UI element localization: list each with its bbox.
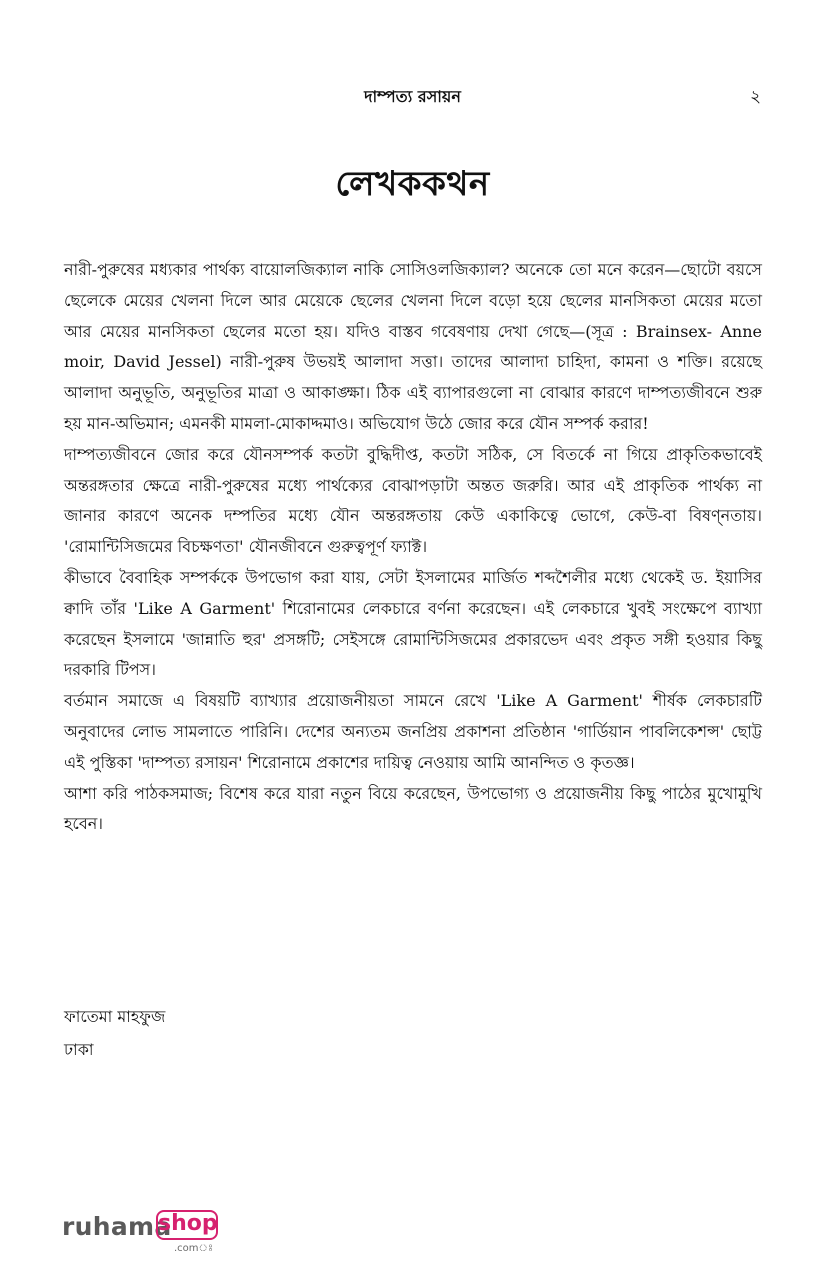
chapter-title: লেখককথন [335,164,490,204]
ruhamashop-watermark-logo [60,1210,230,1260]
paragraph: বর্তমান সমাজে এ বিষয়টি ব্যাখ্যার প্রয়োজনীয়তা সামনে রেখে 'Like A Garment' শীর্ষক লেকচারটি অনুবাদের লোভ সামলাতে পারিনি। দেশের অন্যতম জনপ্রিয় প্রকাশনা প্রতিষ্ঠান 'গার্ডিয়ান পাবলিকেশন্স' ছোট্ট এই পুস্তিকা 'দাম্পত্য রসায়ন' শিরোনামে প্রকাশের দায়িত্ব নেওয়ায় আমি আনন্দিত ও কৃতজ্ঞ। [64,691,762,772]
watermark-shop-badge [156,1210,218,1240]
watermark-brand-text: ruhama [62,1212,172,1241]
running-header [0,84,825,108]
paragraph: আশা করি পাঠকসমাজ; বিশেষ করে যারা নতুন বিয়ে করেছেন, উপভোগ্য ও প্রয়োজনীয় কিছু পাঠের মুখোমুখি হবেন। [64,783,762,834]
paragraph: দাম্পত্যজীবনে জোর করে যৌনসম্পর্ক কতটা বুদ্ধিদীপ্ত, কতটা সঠিক, সে বিতর্কে না গিয়ে প্রাকৃতিকভাবেই অন্তরঙ্গতার ক্ষেত্রে নারী-পুরুষের মধ্যে পার্থক্যের বোঝাপড়াটা অন্তত জরুরি। আর এই প্রাকৃতিক পার্থক্য না জানার কারণে অনেক দম্পতির মধ্যে যৌন অন্তরঙ্গতায় কেউ একাকিত্বে ভোগে, কেউ-বা বিষণ্নতায়। 'রোমান্টিসিজমের বিচক্ষণতা' যৌনজীবনে গুরুত্বপূর্ণ ফ্যাক্ট। [64,444,762,557]
signature-block [64,1000,165,1066]
watermark-shop-text: shop [158,1211,218,1236]
author-place: ঢাকা [64,1040,94,1059]
page-number: ২ [749,87,761,107]
body-text [64,255,762,840]
author-name: ফাতেমা মাহফুজ [64,1007,166,1026]
paragraph: কীভাবে বৈবাহিক সম্পর্ককে উপভোগ করা যায়, সেটা ইসলামের মার্জিত শব্দশৈলীর মধ্যে থেকেই ড. ইয়াসির ক্বাদি তাঁর 'Like A Garment' শিরোনামের লেকচারে বর্ণনা করেছেন। এই লেকচারে খুবই সংক্ষেপে ব্যাখ্যা করেছেন ইসলামে 'জান্নাতি হুর' প্রসঙ্গটি; সেইসঙ্গে রোমান্টিসিজমের প্রকারভেদ এবং প্রকৃত সঙ্গী হওয়ার কিছু দরকারি টিপস। [64,567,762,680]
paragraph: নারী-পুরুষের মধ্যকার পার্থক্য বায়োলজিক্যাল নাকি সোসিওলজিক্যাল? অনেকে তো মনে করেন—ছোটো বয়সে ছেলেকে মেয়ের খেলনা দিলে আর মেয়েকে ছেলের খেলনা দিলে বড়ো হয়ে ছেলের মানসিকতা মেয়ের মতো আর মেয়ের মানসিকতা ছেলের মতো হয়। যদিও বাস্তব গবেষণায় দেখা গেছে—(সূত্র : Brainsex- Anne moir, David Jessel) নারী-পুরুষ উভয়ই আলাদা সত্তা। তাদের আলাদা চাহিদা, কামনা ও শক্তি। রয়েছে আলাদা অনুভূতি, অনুভূতির মাত্রা ও আকাঙ্ক্ষা। ঠিক এই ব্যাপারগুলো না বোঝার কারণে দাম্পত্যজীবনে শুরু হয় মান-অভিমান; এমনকী মামলা-মোকাদ্দমাও। অভিযোগ উঠে জোর করে যৌন সম্পর্ক করার! [64,260,762,433]
watermark-domain-text: .comঃ [174,1243,214,1254]
book-title: দাম্পত্য রসায়ন [364,87,461,106]
